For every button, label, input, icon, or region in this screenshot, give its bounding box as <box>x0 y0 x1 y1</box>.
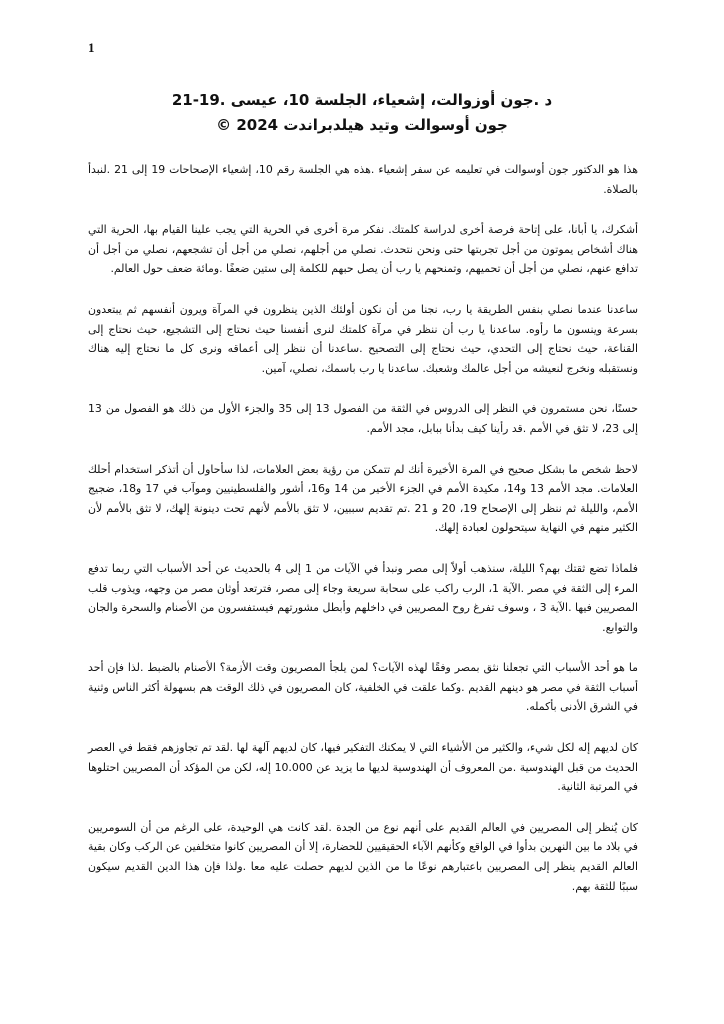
paragraph: كان لديهم إله لكل شيء، والكثير من الأشياء التي لا يمكنك التفكير فيها، كان لديهم آلهة لها .لقد تم تجاوزهم فقط في العصر الحديث من قبل الهندوسية .من المعروف أن الهندوسية لديها ما يزيد عن 10.000 إله، لكن من المؤكد أن المصريين احتلوها في المرتبة الثانية. <box>88 741 638 794</box>
page-number: 1 <box>88 40 95 55</box>
paragraph: ما هو أحد الأسباب التي تجعلنا نثق بمصر وفقًا لهذه الآيات؟ لمن يلجأ المصريون وقت الأزمة؟ الأصنام بالضبط .لذا فإن أحد أسباب الثقة في مصر هو دينهم القديم .وكما علقت في الخلفية، كان المصريون في ذلك الوقت هم بسهولة أكثر الناس وثنية في الشرق الأدنى بأكمله. <box>88 661 638 714</box>
title-line-1: د .جون أوزوالت، إشعياء، الجلسة 10، عيسى .19-21 <box>171 91 553 109</box>
paragraph: فلماذا تضع ثقتك بهم؟ الليلة، سنذهب أولاً إلى مصر ونبدأ في الآيات من 1 إلى 4 بالحديث عن أحد الأسباب التي ربما تدفع المرء إلى الثقة في مصر .الآية 1، الرب راكب على سحابة سريعة وجاء إلى مصر، فترتعد أوثان مصر من وجهه، ويذوب قلب المصريين فيها .الآية 3 ، وسوف تفرغ روح المصريين في داخلهم وأبطل مشورتهم فيستفسرون من الأصنام والسحرة والجان والتوابع. <box>88 561 638 634</box>
document-body <box>88 160 638 896</box>
title-line-2: جون أوسوالت وتيد هيلدبراندت 2024 © <box>216 116 508 134</box>
paragraph: حسنًا، نحن مستمرون في النظر إلى الدروس في الثقة من الفصول 13 إلى 35 والجزء الأول من ذلك هو الفصول من 13 إلى 23، لا تثق في الأمم .قد رأينا كيف بدأنا ببابل، مجد الأمم. <box>88 402 638 435</box>
paragraph: أشكرك، يا أبانا، على إتاحة فرصة أخرى لدراسة كلمتك. نفكر مرة أخرى في الحرية التي يجب علينا القيام بها، الحرية التي هناك أشخاص يموتون من أجل تجربتها حتى ونحن نتحدث. نصلي من أجلهم، نصلي من أجل أن تشجعهم، نصلي من أجل أن تدافع عنهم، نصلي من أجل أن تحميهم، وتمنحهم يا رب أن يصل حبهم للكلمة إلى ستين ضعفًا .ومائة ضعف حول العالم. <box>88 223 638 276</box>
paragraph: كان يُنظر إلى المصريين في العالم القديم على أنهم نوع من الجدة .لقد كانت هي الوحيدة، على الرغم من أن السومريين في بلاد ما بين النهرين بدأوا في الواقع وكأنهم الآباء الحقيقيين للحضارة، إلا أن المصريين كانوا متخلفين عن الركب وكان بقية العالم القديم ينظر إلى المصريين باعتبارهم نوعًا ما من الذين لديهم حصلت عليه معا .ولذا فإن هذا الدين القديم سيكون سببًا للثقة بهم. <box>88 820 638 893</box>
paragraph: هذا هو الدكتور جون أوسوالت في تعليمه عن سفر إشعياء .هذه هي الجلسة رقم 10، إشعياء الإصحاحات 19 إلى 21 .لنبدأ بالصلاة. <box>88 163 638 196</box>
paragraph: ساعدنا عندما نصلي بنفس الطريقة يا رب، نجنا من أن نكون أولئك الذين ينظرون في المرآة ويرون أنفسهم ثم يبتعدون بسرعة وينسون ما رأوه. ساعدنا يا رب أن ننظر في مرآة كلمتك لنرى أنفسنا حيث نحتاج إلى التشجيع، حيث نحتاج إلى القناعة، حيث نحتاج إلى التحدي، حيث نحتاج إلى التصحيح .ساعدنا أن ننظر إلى أعماقه ونرى كل ما نحتاج إليه هناك ونستقبله ونخرج لنعيشه من أجل عالمك وشعبك. ساعدنا يا رب باسمك، نصلي، آمين. <box>88 302 638 375</box>
document-title <box>0 88 724 138</box>
paragraph: لاحظ شخص ما بشكل صحيح في المرة الأخيرة أنك لم تتمكن من رؤية بعض العلامات، لذا سأحاول أن أتذكر استخدام أحلك العلامات. مجد الأمم 13 و14، مكيدة الأمم في الجزء الأخير من 14 و16، أشور والفلسطينيين وموآب في 17 و18، ضجيج الأمم، والليلة ثم ننظر إلى الإصحاح 19، 20 و 21 .تم تقديم سببين، لا تثق بالأمم لأنهم تحت دينونة إلهك، لا تثق بالأمم لأن الكثير منهم في النهاية سيتحولون لعبادة إلهك. <box>88 462 639 535</box>
